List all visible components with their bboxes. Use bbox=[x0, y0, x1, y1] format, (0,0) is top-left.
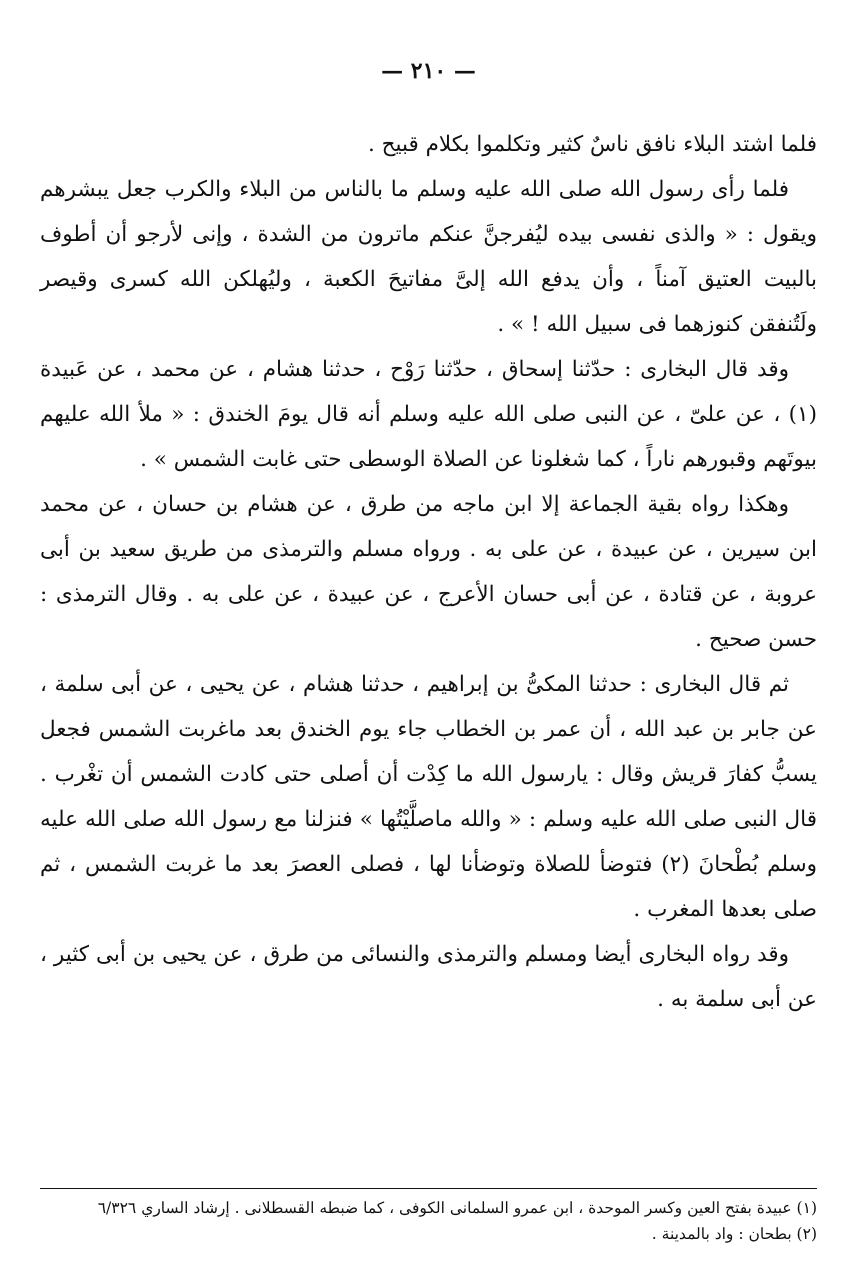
paragraph-5: ثم قال البخارى : حدثنا المكىُّ بن إبراهيم ، حدثنا هشام ، عن يحيى ، عن أبى سلمة ، عن جابر بن عبد الله ، أن عمر بن الخطاب جاء يوم الخندق بعد ماغربت الشمس فجعل يسبُّ كفارَ قريش وقال : يارسول الله ما كِدْت أن أصلى حتى كادت الشمس أن تغْرب . قال النبى صلى الله عليه وسلم : « والله ماصلَّيْتُها » فنزلنا مع رسول الله صلى الله عليه وسلم بُطْحانَ (٢) فتوضأ للصلاة وتوضأنا لها ، فصلى العصرَ بعد ما غربت الشمس ، ثم صلى بعدها المغرب . bbox=[40, 672, 817, 922]
footnote-1: (١) عبيدة بفتح العين وكسر الموحدة ، ابن عمرو السلمانى الكوفى ، كما ضبطه القسطلانى . إرشاد الساري ٦/٣٢٦ bbox=[97, 1199, 817, 1217]
footnotes bbox=[40, 1188, 817, 1247]
paragraph-3: وقد قال البخارى : حدّثنا إسحاق ، حدّثنا رَوْح ، حدثنا هشام ، عن محمد ، عن عَبيدة (١) ، عن علىّ ، عن النبى صلى الله عليه وسلم أنه قال يومَ الخندق : « ملأ الله عليهم بيوتَهم وقبورهم ناراً ، كما شغلونا عن الصلاة الوسطى حتى غابت الشمس » . bbox=[40, 357, 817, 472]
paragraph-4: وهكذا رواه بقية الجماعة إلا ابن ماجه من طرق ، عن هشام بن حسان ، عن محمد ابن سيرين ، عن عبيدة ، عن على به . ورواه مسلم والترمذى من طريق سعيد بن أبى عروبة ، عن قتادة ، عن أبى حسان الأعرج ، عن عبيدة ، عن على به . وقال الترمذى : حسن صحيح . bbox=[40, 492, 817, 652]
page-number: — ٢١٠ — bbox=[381, 58, 476, 84]
paragraph-1: فلما اشتد البلاء نافق ناسٌ كثير وتكلموا بكلام قبيح . bbox=[367, 132, 817, 157]
footnote-2: (٢) بطحان : واد بالمدينة . bbox=[651, 1225, 817, 1243]
paragraph-6: وقد رواه البخارى أيضا ومسلم والترمذى والنسائى من طرق ، عن يحيى بن أبى كثير ، عن أبى سلمة به . bbox=[40, 942, 817, 1012]
paragraph-2: فلما رأى رسول الله صلى الله عليه وسلم ما بالناس من البلاء والكرب جعل يبشرهم ويقول : « والذى نفسى بيده ليُفرجنَّ عنكم ماترون من الشدة ، وإنى لأرجو أن أطوف بالبيت العتيق آمناً ، وأن يدفع الله إلىَّ مفاتيحَ الكعبة ، وليُهلكن الله كسرى وقيصر ولَتُنفقن كنوزهما فى سبيل الله ! » . bbox=[40, 177, 817, 337]
main-text bbox=[40, 122, 817, 1022]
